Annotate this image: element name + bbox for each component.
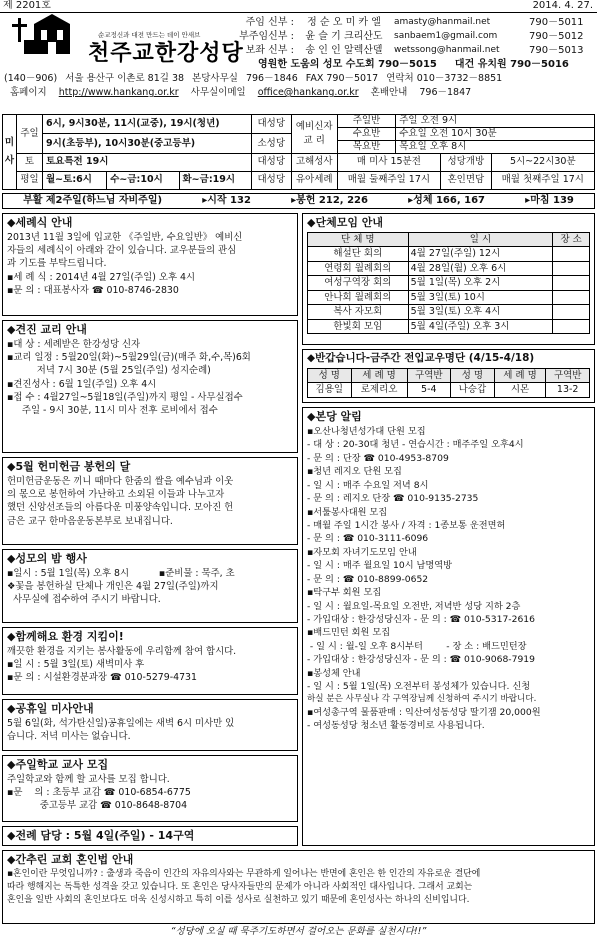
new-parishioners-notice xyxy=(302,349,595,403)
table-row xyxy=(308,290,590,304)
group-place xyxy=(553,276,590,290)
weekday-mass-2: 수~금:10시 xyxy=(107,171,179,189)
announcement-line: ▪자모회 자녀기도모임 안내 xyxy=(307,546,417,558)
sunday-mass-place: 대성당 xyxy=(251,115,291,134)
baptism-line: 자들의 세례식이 아래와 같이 있습니다. 교우분들의 관심 xyxy=(7,244,237,256)
announcement-line: - 문 의 : 단장 ☎ 010-4953-8709 xyxy=(307,452,449,464)
rice-offering-title: ◆5월 헌미헌금 봉헌의 달 xyxy=(7,460,131,473)
environment-line: ▪일 시 : 5월 3일(토) 새벽미사 후 xyxy=(7,658,145,670)
marriage-interview-label: 혼인면담 xyxy=(441,171,492,189)
mass-schedule-table xyxy=(2,114,595,190)
office-mail-label: 사무실이메일 xyxy=(190,87,246,99)
sunday-school-mass-times: 9시(초등부), 10시30분(중고등부) xyxy=(43,134,252,153)
sunday-school-line: 주일학교와 함께 할 교사를 모집 합니다. xyxy=(7,773,170,785)
confession-label: 고해성사 xyxy=(291,153,337,171)
announcement-line: - 문 의 : ☎ 010-8899-0652 xyxy=(307,573,429,585)
staff-role: 주임 신부 : xyxy=(245,16,294,28)
marian-evening-notice xyxy=(2,549,298,623)
announcement-line: - 여성동성당 청소년 활동경비로 사용됩니다. xyxy=(307,720,485,732)
baptism-notice xyxy=(2,213,298,316)
staff-role: 보좌 신부 : xyxy=(245,44,294,56)
announcement-line: - 일 시 : 매주 수요일 저녁 8시 xyxy=(307,479,429,491)
staff-name: 정 순 오 미 카 엘 xyxy=(307,16,381,28)
environment-title: ◆함께해요 환경 지킴이! xyxy=(7,630,124,643)
liturgical-week: 부활 제2주일(하느님 자비주일) xyxy=(23,194,163,206)
holiday-mass-line: 5월 6일(화, 석가탄신일)공휴일에는 새벽 6시 미사만 있 xyxy=(7,717,235,729)
mass-label-mi: 미 xyxy=(4,136,15,148)
weekday-mass-1: 월~토:6시 xyxy=(43,171,107,189)
church-slogan: 순교정신과 대전 만드는 데이 안새브 xyxy=(98,31,201,39)
staff-email[interactable]: sanbaem1@gmail.com xyxy=(394,31,498,42)
liturgy-duty-title: ◆전례 담당 : 5월 4일(주일) - 14구역 xyxy=(7,829,195,842)
baptism-line: ▪문 의 : 대표봉사자 ☎ 010-8746-2830 xyxy=(7,284,179,296)
confirmation-notice xyxy=(2,320,298,453)
catechism-time: 수요일 오전 10시 30분 xyxy=(396,127,594,140)
mass-header-cell xyxy=(3,115,17,190)
announcement-line: - 문 의 : 레지오 단장 ☎ 010-9135-2735 xyxy=(307,493,479,505)
group-date: 5월 1일(목) 오후 2시 xyxy=(408,276,553,290)
catechism-day: 목요반 xyxy=(338,140,396,152)
staff-tel: 790－5013 xyxy=(529,44,584,56)
sunday-school-line: 중고등부 교감 ☎ 010-8648-8704 xyxy=(7,800,188,812)
liturgy-duty-notice xyxy=(2,826,298,846)
group-meetings-title: ◆단체모임 안내 xyxy=(307,216,384,229)
group-place xyxy=(553,290,590,304)
announcement-line: ▪봉성체 안내 xyxy=(307,667,361,679)
church-open-label: 성당개방 xyxy=(441,153,492,171)
weekday-mass-3: 화~금:19시 xyxy=(179,171,251,189)
hymn-entrance: ▸시작 132 xyxy=(202,194,251,206)
baptism-line: 과 기도를 부탁드립니다. xyxy=(7,258,107,270)
homepage-link[interactable]: http://www.hankang.or.kr xyxy=(58,87,179,99)
top-bar xyxy=(0,0,597,12)
wedding-tel: 796－1847 xyxy=(419,87,472,99)
group-place xyxy=(553,305,590,319)
marian-evening-title: ◆성모의 밤 행사 xyxy=(7,552,87,565)
catechism-times xyxy=(338,115,594,153)
baptism-line: ▪세 례 식 : 2014년 4월 27일(주일) 오후 4시 xyxy=(7,271,196,283)
holiday-mass-line: 습니다. 저녁 미사는 없습니다. xyxy=(7,730,131,742)
holiday-mass-title: ◆공휴일 미사안내 xyxy=(7,702,94,715)
parishioner-baptismal-name: 시몬 xyxy=(494,383,546,397)
announcement-line: - 문 의 : ☎ 010-3111-6096 xyxy=(307,533,429,545)
group-name: 해설단 회의 xyxy=(308,247,409,261)
sunday-school-line: ▪문 의 : 초등부 교감 ☎ 010-6854-6775 xyxy=(7,786,191,798)
marriage-interview-time: 매월 첫째주일 17시 xyxy=(491,171,594,189)
parishioner-col-header: 성 명 xyxy=(308,368,352,382)
confirmation-line: ▪대 상 : 세례받은 한강성당 신자 xyxy=(7,338,141,350)
staff-name: 송 인 인 알렉산델 xyxy=(305,44,383,56)
confirmation-line: ▪교리 일정 : 5월20일(화)~5월29일(금)(매주 화,수,목)6회 xyxy=(7,351,251,363)
parishioner-col-header: 성 명 xyxy=(451,368,495,382)
parish-announcements-title: ◆본당 알림 xyxy=(307,410,362,423)
baptism-title: ◆세례식 안내 xyxy=(7,216,73,229)
announcement-line: - 일 시 : 5월 1일(목) 오전부터 봉성체가 있습니다. 신청 xyxy=(307,681,531,693)
sunday-mass-times: 6시, 9시30분, 11시(교중), 19시(청년) xyxy=(43,115,252,134)
mass-label-sa: 사 xyxy=(4,154,15,166)
saturday-mass-place: 대성당 xyxy=(251,153,291,171)
postal-code: (140－906) xyxy=(4,73,58,85)
staff-email[interactable]: amasty@hanmail.net xyxy=(394,17,491,28)
staff-tel: 790－5011 xyxy=(529,16,584,28)
staff-tel: 790－5012 xyxy=(529,30,584,42)
table-row xyxy=(308,305,590,319)
environment-line: 깨끗한 환경을 지키는 봉사활동에 우리함께 참여 합시다. xyxy=(7,645,237,657)
catechism-times-cell xyxy=(337,115,594,154)
confirmation-line: 주일 - 9시 30분, 11시 미사 전후 로비에서 접수 xyxy=(7,405,218,417)
wedding-label: 혼배안내 xyxy=(370,87,408,99)
group-date: 5월 4일(주일) 오후 3시 xyxy=(408,319,553,333)
announcement-line: - 일 시 : 월-일 오후 8시부터 - 장 소 : 배드민턴장 xyxy=(307,640,527,652)
announcement-line: - 매월 주일 1시간 봉사 / 자격 : 1종보통 운전면허 xyxy=(307,520,506,531)
parishioner-district: 13-2 xyxy=(546,383,590,397)
address-line xyxy=(4,72,594,86)
announcement-line: ▪청년 레지오 단원 모집 xyxy=(307,466,402,478)
catechumen-cell xyxy=(291,115,337,154)
infant-baptism-label: 유아세례 xyxy=(291,171,337,189)
group-col-header: 일 시 xyxy=(408,232,553,246)
baptism-line: 2013년 11월 3일에 입교한 《주일반, 수요일반》 예비신 xyxy=(7,231,243,243)
group-name: 한빛회 모임 xyxy=(308,319,409,333)
sunday-label: 주일 xyxy=(17,115,43,154)
weekday-mass-place: 대성당 xyxy=(251,171,291,189)
issue-date: 2014. 4. 27. xyxy=(532,0,593,11)
announcement-line: ▪오산나청년성가대 단원 모집 xyxy=(307,426,426,438)
table-row xyxy=(308,383,590,397)
church-name: 천주교한강성당 xyxy=(88,41,244,66)
marriage-law-line: 혼인을 일반 사회의 혼인보다도 더욱 신성시하고 특히 이를 성사로 실천하고 있기 때문에 혼인성사는 하나의 신비입니다. xyxy=(7,894,470,905)
announcement-line: ▪탁구부 회원 모집 xyxy=(307,587,382,599)
table-row xyxy=(308,319,590,333)
homepage-label: 홈페이지 xyxy=(10,87,47,99)
confirmation-line: 저녁 7시 30분 (5월 25일(주일) 성지순례) xyxy=(7,365,211,377)
office-tel: 796－1846 xyxy=(245,73,298,85)
affiliates-row xyxy=(236,58,596,72)
marriage-law-line: ▪혼인이란 무엇입니까? : 출생과 죽음이 인간의 자유의사와는 무관하게 일어나는 반면에 혼인은 한 인간의 자유로운 결단에 xyxy=(7,868,481,879)
address-block xyxy=(4,72,594,100)
group-place xyxy=(553,319,590,333)
header xyxy=(4,14,594,112)
group-name: 복사 자모회 xyxy=(308,305,409,319)
sunday-school-title: ◆주일학교 교사 모집 xyxy=(7,758,109,771)
catechism-time: 목요일 오후 8시 xyxy=(399,140,467,152)
announcement-line: - 일 시 : 매주 월요일 10시 남명역방 xyxy=(307,560,453,572)
footer-slogan: “성당에 오실 때 묵주기도하면서 걸어오는 문화를 실천시다!!” xyxy=(170,926,427,937)
rice-offering-line: 했던 신앙선조들의 아름다운 미풍양속입니다. 모아진 헌 xyxy=(7,502,234,514)
group-date: 4월 27일(주일) 12시 xyxy=(408,247,553,261)
marriage-law-title: ◆간추린 교회 혼인법 안내 xyxy=(7,853,134,866)
parishioner-baptismal-name: 로제리오 xyxy=(351,383,407,397)
saturday-mass-time: 토요특전 19시 xyxy=(43,153,252,171)
group-date: 5월 3일(토) 오후 4시 xyxy=(408,305,553,319)
parishioner-col-header: 구역반 xyxy=(546,368,590,382)
confirmation-line: ▪견진성사 : 6월 1일(주일) 오후 4시 xyxy=(7,378,157,390)
table-row xyxy=(308,261,590,275)
issue-number: 제 2201호 xyxy=(3,0,51,11)
parish-announcements xyxy=(302,407,595,846)
street-address: 서울 용산구 이촌로 81길 38 xyxy=(65,73,185,85)
weekday-label: 평일 xyxy=(17,171,43,189)
office-email-link[interactable]: office@hankang.or.kr xyxy=(257,87,359,99)
group-place xyxy=(553,247,590,261)
staff-row xyxy=(236,44,596,58)
new-parishioners-title: ◆반갑습니다-금주간 전입교우명단 (4/15-4/18) xyxy=(307,352,535,364)
staff-row xyxy=(236,16,596,30)
mobile-number: 연락처 010－3732－8851 xyxy=(386,73,503,85)
hymn-communion: ▸성체 166, 167 xyxy=(408,194,485,206)
liturgy-hymns-bar xyxy=(2,193,595,209)
sunday-school-notice xyxy=(2,755,298,822)
office-label: 본당사무실 xyxy=(192,73,238,85)
infant-baptism-time: 매월 둘째주일 17시 xyxy=(337,171,440,189)
marian-evening-line: 사무실에 접수하여 주시기 바랍니다. xyxy=(7,594,161,606)
sunday-school-mass-place: 소성당 xyxy=(251,134,291,153)
convent-info: 영원한 도움의 성모 수도회 790－5015 xyxy=(258,58,437,70)
catechism-label: 교 리 xyxy=(303,134,325,146)
announcement-line: ▪여성총구역 물품판매 : 익산여성동성당 딸기잼 20,000원 xyxy=(307,707,541,719)
parishioner-name: 나승갑 xyxy=(451,383,495,397)
group-col-header: 단 체 명 xyxy=(308,232,409,246)
staff-email[interactable]: wetssong@hanmail.net xyxy=(394,45,500,56)
group-date: 4월 28일(월) 오후 6시 xyxy=(408,261,553,275)
rice-offering-notice xyxy=(2,457,298,545)
group-name: 연령회 월례회의 xyxy=(308,261,409,275)
catechism-day: 주일반 xyxy=(338,115,396,127)
announcement-line: ▪서툴봉사대원 모집 xyxy=(307,506,388,518)
rice-offering-line: 헌미헌금운동은 끼니 때마다 한줌의 쌀을 예수님과 이웃 xyxy=(7,475,234,487)
parishioner-district: 5-4 xyxy=(407,383,451,397)
announcement-line: ▪배드민턴 회원 모집 xyxy=(307,627,391,639)
parishioner-col-header: 구역반 xyxy=(407,368,451,382)
confession-time: 매 미사 15분전 xyxy=(337,153,440,171)
holiday-mass-notice xyxy=(2,699,298,751)
catechism-time: 주일 오전 9시 xyxy=(396,115,594,127)
catechumen-label: 예비신자 xyxy=(295,120,333,132)
catechism-day: 수요반 xyxy=(338,127,396,140)
kindergarten-info: 대건 유치원 790－5016 xyxy=(454,58,569,70)
announcement-line: - 가입대상 : 한강성당신자 - 문 의 : ☎ 010-5317-2616 xyxy=(307,613,535,625)
parishioner-col-header: 세 례 명 xyxy=(351,368,407,382)
announcement-line: - 일 시 : 월요일-목요일 오전반, 저녁반 성당 지하 2층 xyxy=(307,600,521,612)
staff-list xyxy=(236,16,596,72)
announcement-line: 하실 분은 사무실나 각 구역장님께 신청하여 주시기 바랍니다. xyxy=(307,694,537,705)
group-place xyxy=(553,261,590,275)
top-divider xyxy=(0,12,597,13)
announcement-line: - 대 상 : 20-30대 청년 - 연습시간 : 매주주일 오후4시 xyxy=(307,439,524,451)
marriage-law-notice xyxy=(2,850,595,924)
contact-line xyxy=(4,86,594,100)
fax-number: FAX 790－5017 xyxy=(305,73,379,85)
rice-offering-line: 의 몫으로 봉헌하여 가난하고 소외된 이들과 나누고자 xyxy=(7,488,225,500)
marriage-law-line: 따라 행해지는 독특한 성격을 갖고 있습니다. 또 혼인은 당사자들만의 문제가 아니라 사회적인 대사입니다. 그래서 교회는 xyxy=(7,881,473,892)
table-row xyxy=(308,276,590,290)
saturday-label: 토 xyxy=(17,153,43,171)
hymn-offertory: ▸봉헌 212, 226 xyxy=(291,194,368,206)
staff-row xyxy=(236,30,596,44)
church-open-time: 5시~22시30분 xyxy=(491,153,594,171)
environment-line: ▪문 의 : 시설환경분과장 ☎ 010-5279-4731 xyxy=(7,672,197,684)
announcement-line: - 가입대상 : 한강성당신자 - 문 의 : ☎ 010-9068-7919 xyxy=(307,654,535,666)
new-parishioners-table xyxy=(307,368,590,398)
group-name: 여성구역장 회의 xyxy=(308,276,409,290)
group-date: 5월 3일(토) 10시 xyxy=(408,290,553,304)
hymn-recessional: ▸마침 139 xyxy=(525,194,574,206)
group-meetings-table xyxy=(307,232,590,334)
marian-evening-line: ▪일시 : 5월 1일(목) 오후 8시 ▪준비물 : 묵주, 초 xyxy=(7,567,235,579)
group-col-header: 장 소 xyxy=(553,232,590,246)
environment-notice xyxy=(2,627,298,695)
staff-role: 부주임신부 : xyxy=(239,30,294,42)
parishioner-col-header: 세 례 명 xyxy=(494,368,546,382)
marian-evening-line: ❖꽃을 봉헌하실 단체나 개인은 4월 27일(주일)까지 xyxy=(7,580,219,592)
parishioner-name: 김용일 xyxy=(308,383,352,397)
confirmation-line: ▪접 수 : 4월27일~5월18일(주일)까지 평일 - 사무실접수 xyxy=(7,391,243,403)
table-row xyxy=(308,247,590,261)
church-logo-icon xyxy=(4,14,92,56)
group-meetings-notice xyxy=(302,213,595,345)
rice-offering-line: 금은 교구 한마음운동본부로 보내집니다. xyxy=(7,515,173,527)
confirmation-title: ◆견진 교리 안내 xyxy=(7,323,87,336)
group-name: 안나회 월례회의 xyxy=(308,290,409,304)
staff-name: 윤 슬 기 크리산도 xyxy=(305,30,383,42)
